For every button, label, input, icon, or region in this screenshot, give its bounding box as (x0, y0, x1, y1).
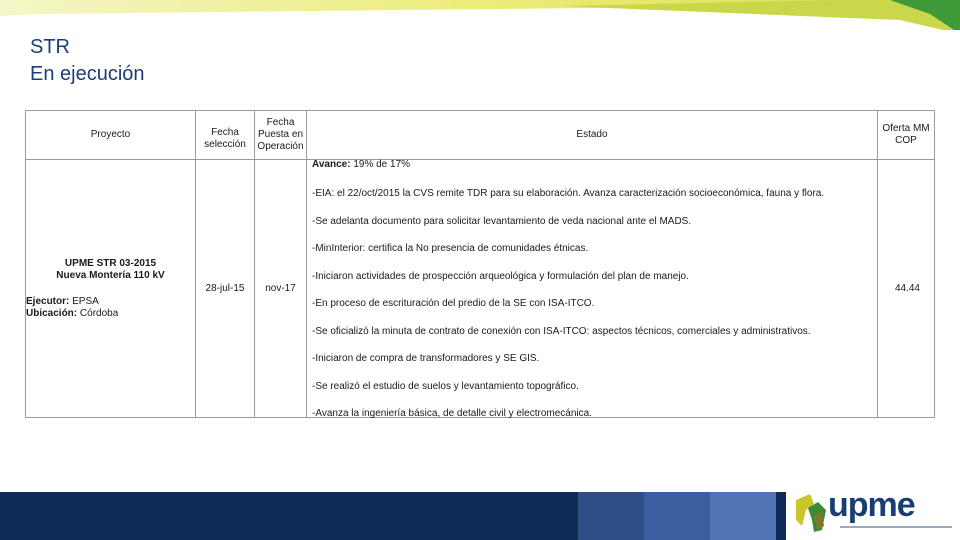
ubicacion-line (26, 308, 195, 320)
upme-logo (786, 484, 960, 540)
footer-block (644, 492, 710, 540)
project-cell (26, 160, 196, 418)
footer-block (710, 492, 776, 540)
header-oferta: Oferta MM COP (878, 111, 935, 160)
oferta-cell: 44.44 (878, 160, 935, 418)
project-name: UPME STR 03-2015 (64, 257, 157, 269)
project-table (25, 110, 935, 418)
header-color-band (0, 0, 960, 30)
estado-item: -Se realizó el estudio de suelos y levantamiento topográfico. (312, 380, 579, 392)
fecha-seleccion-cell: 28-jul-15 (196, 160, 255, 418)
fecha-puesta-cell: nov-17 (255, 160, 307, 418)
estado-item: -Avanza la ingeniería básica, de detalle civil y electromecánica. (312, 408, 592, 419)
table-header-row (26, 111, 935, 160)
ejecutor-label: Ejecutor: (26, 295, 70, 307)
project-subtitle: Nueva Montería 110 kV (56, 269, 165, 281)
estado-item: -EIA: el 22/oct/2015 la CVS remite TDR para su elaboración. Avanza caracterización socioeconómica, fauna y flora. (312, 188, 825, 199)
ubicacion-label: Ubicación: (26, 307, 78, 319)
header-proyecto: Proyecto (26, 111, 196, 160)
estado-item: -Iniciaron de compra de transformadores y SE GIS. (312, 353, 540, 364)
ubicacion-value: Córdoba (79, 307, 119, 319)
header-fecha-puesta: Fecha Puesta en Operación (255, 111, 307, 160)
header-estado: Estado (307, 111, 878, 160)
slide-title (30, 34, 145, 88)
estado-item: -En proceso de escrituración del predio de la SE con ISA-ITCO. (312, 298, 595, 309)
estado-item: -Iniciaron actividades de prospección arqueológica y formulación del plan de manejo. (312, 270, 689, 282)
title-line-1: STR (30, 36, 70, 58)
title-line-2: En ejecución (30, 63, 145, 85)
estado-item: -MinInterior: certifica la No presencia de comunidades étnicas. (312, 243, 589, 254)
estado-item: -Se adelanta documento para solicitar levantamiento de veda nacional ante el MADS. (312, 215, 692, 227)
table-row (26, 160, 935, 418)
avance-line (312, 160, 877, 187)
upme-logo-mark-icon (792, 490, 832, 534)
header-fecha-seleccion: Fecha selección (196, 111, 255, 160)
estado-cell (307, 160, 878, 418)
ejecutor-line (26, 296, 195, 308)
estado-item: -Se oficializó la minuta de contrato de conexión con ISA-ITCO: aspectos técnicos, comerciales y administrativos. (312, 325, 811, 337)
footer-block (578, 492, 644, 540)
avance-label: Avance: (312, 159, 351, 170)
logo-tagline (840, 526, 952, 528)
upme-logo-text: upme (828, 486, 915, 524)
ejecutor-value: EPSA (72, 295, 99, 307)
avance-value: 19% de 17% (353, 159, 411, 170)
